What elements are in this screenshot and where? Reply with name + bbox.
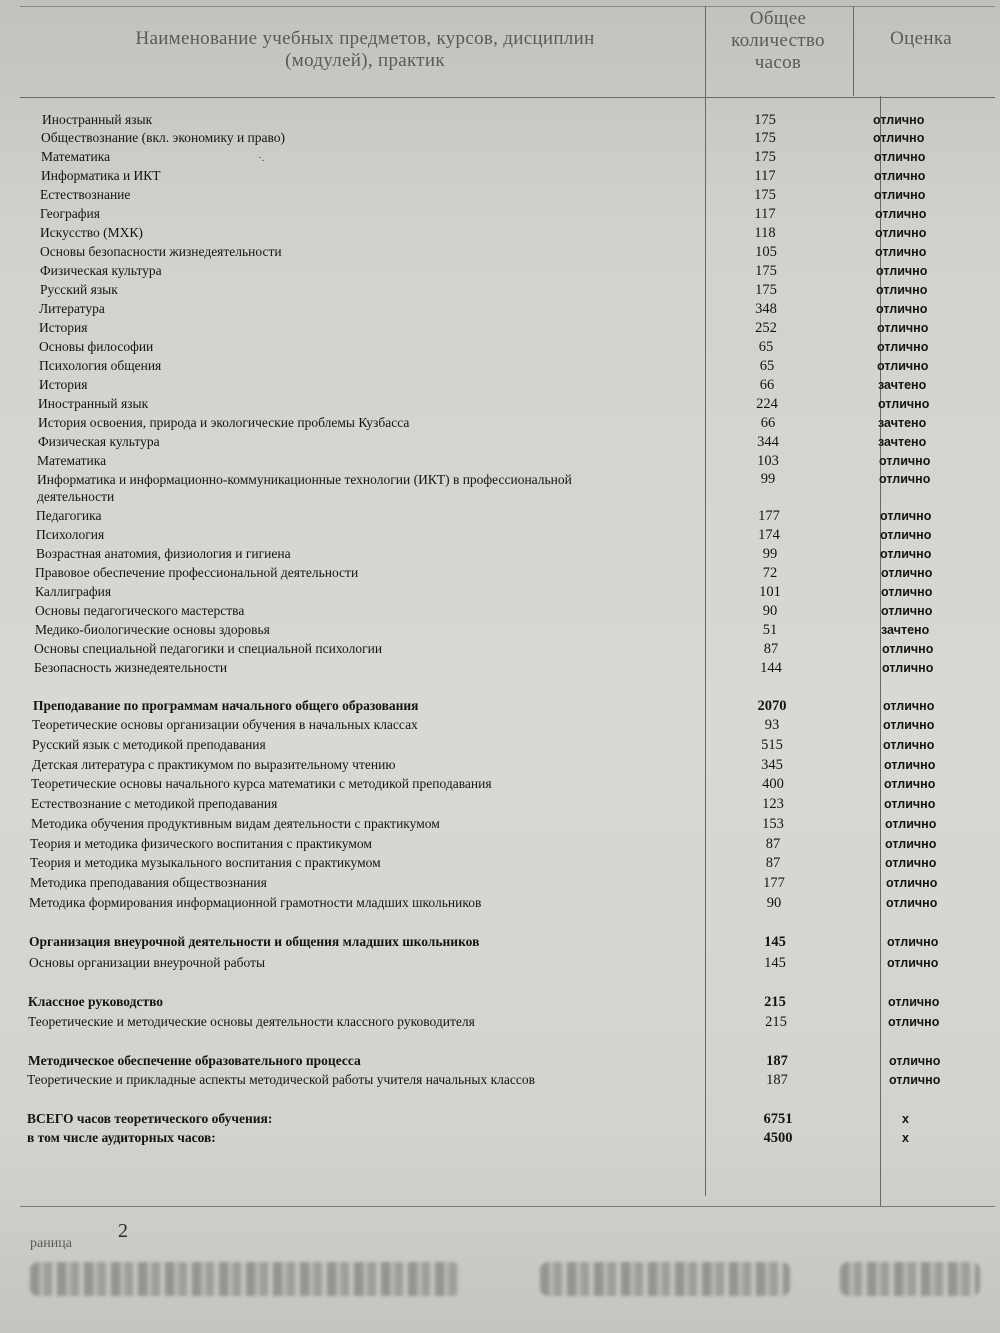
subject-name: Естествознание с методикой преподавания bbox=[31, 796, 278, 811]
subject-name: Основы специальной педагогики и специальной психологии bbox=[34, 641, 383, 656]
subject-hours: 117 bbox=[754, 168, 776, 184]
table-row bbox=[0, 934, 1000, 953]
subject-name: Классное руководство bbox=[28, 994, 164, 1009]
subject-name: Русский язык с методикой преподавания bbox=[32, 737, 266, 752]
table-row bbox=[0, 244, 1000, 263]
table-row bbox=[0, 622, 1000, 641]
subject-name: в том числе аудиторных часов: bbox=[27, 1130, 216, 1145]
subject-grade: отлично bbox=[889, 1054, 941, 1068]
subject-hours: 175 bbox=[755, 263, 777, 279]
subject-hours: 105 bbox=[755, 244, 777, 260]
subject-hours: 145 bbox=[764, 934, 786, 950]
subject-grade: отлично bbox=[881, 604, 933, 618]
table-row bbox=[0, 584, 1000, 603]
subject-grade: отлично bbox=[874, 150, 926, 164]
subject-name: Правовое обеспечение профессиональной деятельности bbox=[35, 565, 359, 580]
table-row bbox=[0, 527, 1000, 546]
blurred-footer-smudge bbox=[840, 1262, 980, 1296]
subject-grade: отлично bbox=[881, 566, 933, 580]
subject-hours: 66 bbox=[759, 377, 775, 393]
subject-name: Методика формирования информационной грамотности младших школьников bbox=[29, 895, 482, 910]
subject-name: Каллиграфия bbox=[35, 584, 112, 599]
subject-name: Методика преподавания обществознания bbox=[30, 875, 267, 890]
subject-hours: 215 bbox=[764, 994, 786, 1010]
subject-hours: 72 bbox=[762, 565, 778, 581]
subject-name: Теория и методика музыкального воспитания с практикумом bbox=[30, 855, 381, 870]
subject-hours: 175 bbox=[754, 130, 776, 146]
subject-grade: отлично bbox=[885, 817, 937, 831]
subject-hours: 224 bbox=[756, 396, 778, 412]
subject-hours: 90 bbox=[762, 603, 778, 619]
table-row bbox=[0, 377, 1000, 396]
subject-grade: отлично bbox=[887, 935, 939, 949]
subject-hours: 87 bbox=[765, 855, 781, 871]
subject-grade: отлично bbox=[874, 169, 926, 183]
header-grade: Оценка bbox=[890, 28, 952, 49]
subject-name: Русский язык bbox=[40, 282, 118, 297]
subject-name: Безопасность жизнедеятельности bbox=[34, 660, 228, 675]
subject-grade: зачтено bbox=[878, 435, 927, 449]
subject-hours: 123 bbox=[762, 796, 784, 812]
subject-hours: 252 bbox=[755, 320, 777, 336]
page-number: 2 bbox=[118, 1220, 128, 1242]
table-row bbox=[0, 776, 1000, 795]
subject-grade: зачтено bbox=[878, 378, 927, 392]
footer-page-label: раница bbox=[30, 1236, 72, 1251]
subject-name: Математика bbox=[41, 149, 111, 164]
subject-name: Преподавание по программам начального общего образования bbox=[33, 698, 419, 713]
subject-grade: отлично bbox=[881, 585, 933, 599]
table-row bbox=[0, 206, 1000, 225]
subject-name: История освоения, природа и экологические проблемы Кузбасса bbox=[38, 415, 410, 430]
subject-hours: 144 bbox=[760, 660, 782, 676]
subject-name: Информатика и информационно-коммуникационные технологии (ИКТ) в профессиональной деятельности bbox=[37, 472, 572, 504]
subject-hours: 65 bbox=[758, 339, 774, 355]
subject-grade: отлично bbox=[877, 359, 929, 373]
table-row bbox=[0, 301, 1000, 320]
subject-hours: 2070 bbox=[757, 698, 787, 714]
subject-name: Методическое обеспечение образовательного процесса bbox=[28, 1053, 361, 1068]
table-row bbox=[0, 508, 1000, 527]
column-divider-grade bbox=[853, 6, 854, 96]
subject-hours: 515 bbox=[761, 737, 783, 753]
subject-name: Математика bbox=[37, 453, 107, 468]
table-row bbox=[0, 836, 1000, 855]
subject-grade: отлично bbox=[876, 264, 928, 278]
subject-name: Медико-биологические основы здоровья bbox=[35, 622, 270, 637]
subject-hours: 187 bbox=[766, 1053, 788, 1069]
subject-hours: 153 bbox=[762, 816, 784, 832]
subject-hours: 348 bbox=[755, 301, 777, 317]
subject-grade: x bbox=[902, 1131, 909, 1145]
subject-hours: 345 bbox=[761, 757, 783, 773]
subject-grade: отлично bbox=[882, 661, 934, 675]
header-subject: Наименование учебных предметов, курсов, дисциплин (модулей), практик bbox=[135, 28, 595, 71]
subject-name: Основы безопасности жизнедеятельности bbox=[40, 244, 282, 259]
table-row bbox=[0, 263, 1000, 282]
subject-hours: 103 bbox=[757, 453, 779, 469]
subject-grade: отлично bbox=[873, 113, 925, 127]
subject-hours: 175 bbox=[754, 149, 776, 165]
blurred-footer-smudge bbox=[30, 1262, 460, 1296]
subject-grade: отлично bbox=[876, 302, 928, 316]
subject-grade: отлично bbox=[876, 283, 928, 297]
subject-hours: 6751 bbox=[763, 1111, 793, 1127]
subject-grade: отлично bbox=[883, 718, 935, 732]
subject-name: Возрастная анатомия, физиология и гигиена bbox=[36, 546, 291, 561]
table-row bbox=[0, 396, 1000, 415]
subject-grade: отлично bbox=[875, 226, 927, 240]
table-row bbox=[0, 737, 1000, 756]
table-row bbox=[0, 320, 1000, 339]
subject-name: Психология bbox=[36, 527, 105, 542]
table-row bbox=[0, 641, 1000, 660]
subject-hours: 175 bbox=[754, 112, 776, 128]
table-row bbox=[0, 1014, 1000, 1033]
table-row bbox=[0, 698, 1000, 717]
table-row bbox=[0, 434, 1000, 453]
subject-grade: отлично bbox=[886, 876, 938, 890]
subject-name: История bbox=[39, 320, 88, 335]
table-row bbox=[0, 471, 1000, 504]
subject-hours: 145 bbox=[764, 955, 786, 971]
subject-name: Теория и методика физического воспитания с практикумом bbox=[30, 836, 372, 851]
subject-grade: отлично bbox=[887, 956, 939, 970]
subject-name: Педагогика bbox=[36, 508, 102, 523]
subject-grade: отлично bbox=[878, 397, 930, 411]
subject-name: Искусство (МХК) bbox=[40, 225, 143, 240]
subject-name: Теоретические и прикладные аспекты методической работы учителя начальных классов bbox=[27, 1072, 535, 1087]
subject-hours: 66 bbox=[760, 415, 776, 431]
table-row bbox=[0, 339, 1000, 358]
table-row bbox=[0, 565, 1000, 584]
table-row bbox=[0, 660, 1000, 679]
subject-hours: 177 bbox=[763, 875, 785, 891]
subject-hours: 90 bbox=[766, 895, 782, 911]
subject-hours: 187 bbox=[766, 1072, 788, 1088]
table-row bbox=[0, 994, 1000, 1013]
subject-name: Обществознание (вкл. экономику и право) bbox=[41, 130, 286, 145]
subject-grade: отлично bbox=[882, 642, 934, 656]
subject-grade: отлично bbox=[877, 321, 929, 335]
table-row bbox=[0, 757, 1000, 776]
table-row bbox=[0, 855, 1000, 874]
subject-hours: 215 bbox=[765, 1014, 787, 1030]
subject-hours: 344 bbox=[757, 434, 779, 450]
table-row bbox=[0, 796, 1000, 815]
table-row bbox=[0, 603, 1000, 622]
subject-grade: отлично bbox=[879, 454, 931, 468]
subject-grade: отлично bbox=[885, 856, 937, 870]
table-row bbox=[0, 415, 1000, 434]
subject-name: Теоретические основы начального курса математики с методикой преподавания bbox=[31, 776, 492, 791]
subject-hours: 87 bbox=[765, 836, 781, 852]
subject-name: Организация внеурочной деятельности и общения младших школьников bbox=[29, 934, 480, 949]
table-row bbox=[0, 816, 1000, 835]
subject-name: Иностранный язык bbox=[38, 396, 149, 411]
subject-grade: зачтено bbox=[881, 623, 930, 637]
subject-hours: 65 bbox=[759, 358, 775, 374]
table-row bbox=[0, 875, 1000, 894]
subject-grade: отлично bbox=[889, 1073, 941, 1087]
table-row bbox=[0, 1130, 1000, 1149]
subject-grade: отлично bbox=[879, 472, 931, 486]
table-row bbox=[0, 453, 1000, 472]
subject-name: Физическая культура bbox=[40, 263, 162, 278]
subject-grade: отлично bbox=[873, 131, 925, 145]
subject-hours: 93 bbox=[764, 717, 780, 733]
subject-grade: отлично bbox=[888, 995, 940, 1009]
subject-name: Методика обучения продуктивным видам деятельности с практикумом bbox=[31, 816, 440, 831]
subject-grade: отлично bbox=[884, 758, 936, 772]
table-row bbox=[0, 358, 1000, 377]
subject-grade: отлично bbox=[884, 777, 936, 791]
table-row bbox=[0, 1072, 1000, 1091]
table-row bbox=[0, 895, 1000, 914]
subject-grade: отлично bbox=[880, 509, 932, 523]
table-row bbox=[0, 130, 1000, 149]
subject-name: Естествознание bbox=[40, 187, 131, 202]
subject-name: Детская литература с практикумом по выразительному чтению bbox=[32, 757, 396, 772]
table-row bbox=[0, 717, 1000, 736]
subject-hours: 177 bbox=[758, 508, 780, 524]
ink-speck: ·. bbox=[258, 152, 265, 164]
subject-hours: 117 bbox=[754, 206, 776, 222]
subject-hours: 99 bbox=[760, 471, 776, 487]
subject-name: География bbox=[40, 206, 100, 221]
subject-grade: отлично bbox=[888, 1015, 940, 1029]
table-row bbox=[0, 149, 1000, 168]
subject-grade: отлично bbox=[886, 896, 938, 910]
subject-grade: отлично bbox=[884, 797, 936, 811]
table-row bbox=[0, 187, 1000, 206]
subject-hours: 87 bbox=[763, 641, 779, 657]
subject-hours: 101 bbox=[759, 584, 781, 600]
table-row bbox=[0, 1111, 1000, 1130]
subject-grade: отлично bbox=[883, 738, 935, 752]
subject-grade: отлично bbox=[885, 837, 937, 851]
subject-grade: x bbox=[902, 1112, 909, 1126]
top-border bbox=[20, 6, 995, 7]
header-hours: Общее количество часов bbox=[731, 8, 825, 73]
subject-hours: 99 bbox=[762, 546, 778, 562]
blurred-footer-smudge bbox=[540, 1262, 790, 1296]
table-row bbox=[0, 282, 1000, 301]
subject-hours: 400 bbox=[762, 776, 784, 792]
subject-name: ВСЕГО часов теоретического обучения: bbox=[27, 1111, 273, 1126]
subject-name: Информатика и ИКТ bbox=[41, 168, 161, 183]
subject-name: Иностранный язык bbox=[42, 112, 153, 127]
subject-name: Литература bbox=[39, 301, 105, 316]
table-row bbox=[0, 546, 1000, 565]
subject-name: Теоретические основы организации обучения в начальных классах bbox=[32, 717, 418, 732]
subject-hours: 174 bbox=[758, 527, 780, 543]
table-bottom-border bbox=[20, 1206, 995, 1207]
subject-grade: отлично bbox=[874, 188, 926, 202]
subject-grade: отлично bbox=[875, 245, 927, 259]
subject-name: История bbox=[39, 377, 88, 392]
subject-grade: отлично bbox=[880, 528, 932, 542]
table-row bbox=[0, 225, 1000, 244]
subject-name: Основы организации внеурочной работы bbox=[29, 955, 266, 970]
subject-grade: отлично bbox=[877, 340, 929, 354]
subject-hours: 4500 bbox=[763, 1130, 793, 1146]
table-row bbox=[0, 112, 1000, 131]
subject-grade: отлично bbox=[875, 207, 927, 221]
subject-name: Физическая культура bbox=[38, 434, 160, 449]
subject-name: Теоретические и методические основы деятельности классного руководителя bbox=[28, 1014, 475, 1029]
table-row bbox=[0, 955, 1000, 974]
subject-grade: зачтено bbox=[878, 416, 927, 430]
table-row bbox=[0, 168, 1000, 187]
subject-name: Психология общения bbox=[39, 358, 162, 373]
table-row bbox=[0, 1053, 1000, 1072]
subject-name: Основы педагогического мастерства bbox=[35, 603, 245, 618]
subject-hours: 51 bbox=[762, 622, 778, 638]
subject-hours: 175 bbox=[755, 282, 777, 298]
subject-hours: 175 bbox=[754, 187, 776, 203]
subject-grade: отлично bbox=[880, 547, 932, 561]
subject-hours: 118 bbox=[754, 225, 776, 241]
header-bottom-border bbox=[20, 97, 995, 98]
subject-grade: отлично bbox=[883, 699, 935, 713]
subject-name: Основы философии bbox=[39, 339, 154, 354]
